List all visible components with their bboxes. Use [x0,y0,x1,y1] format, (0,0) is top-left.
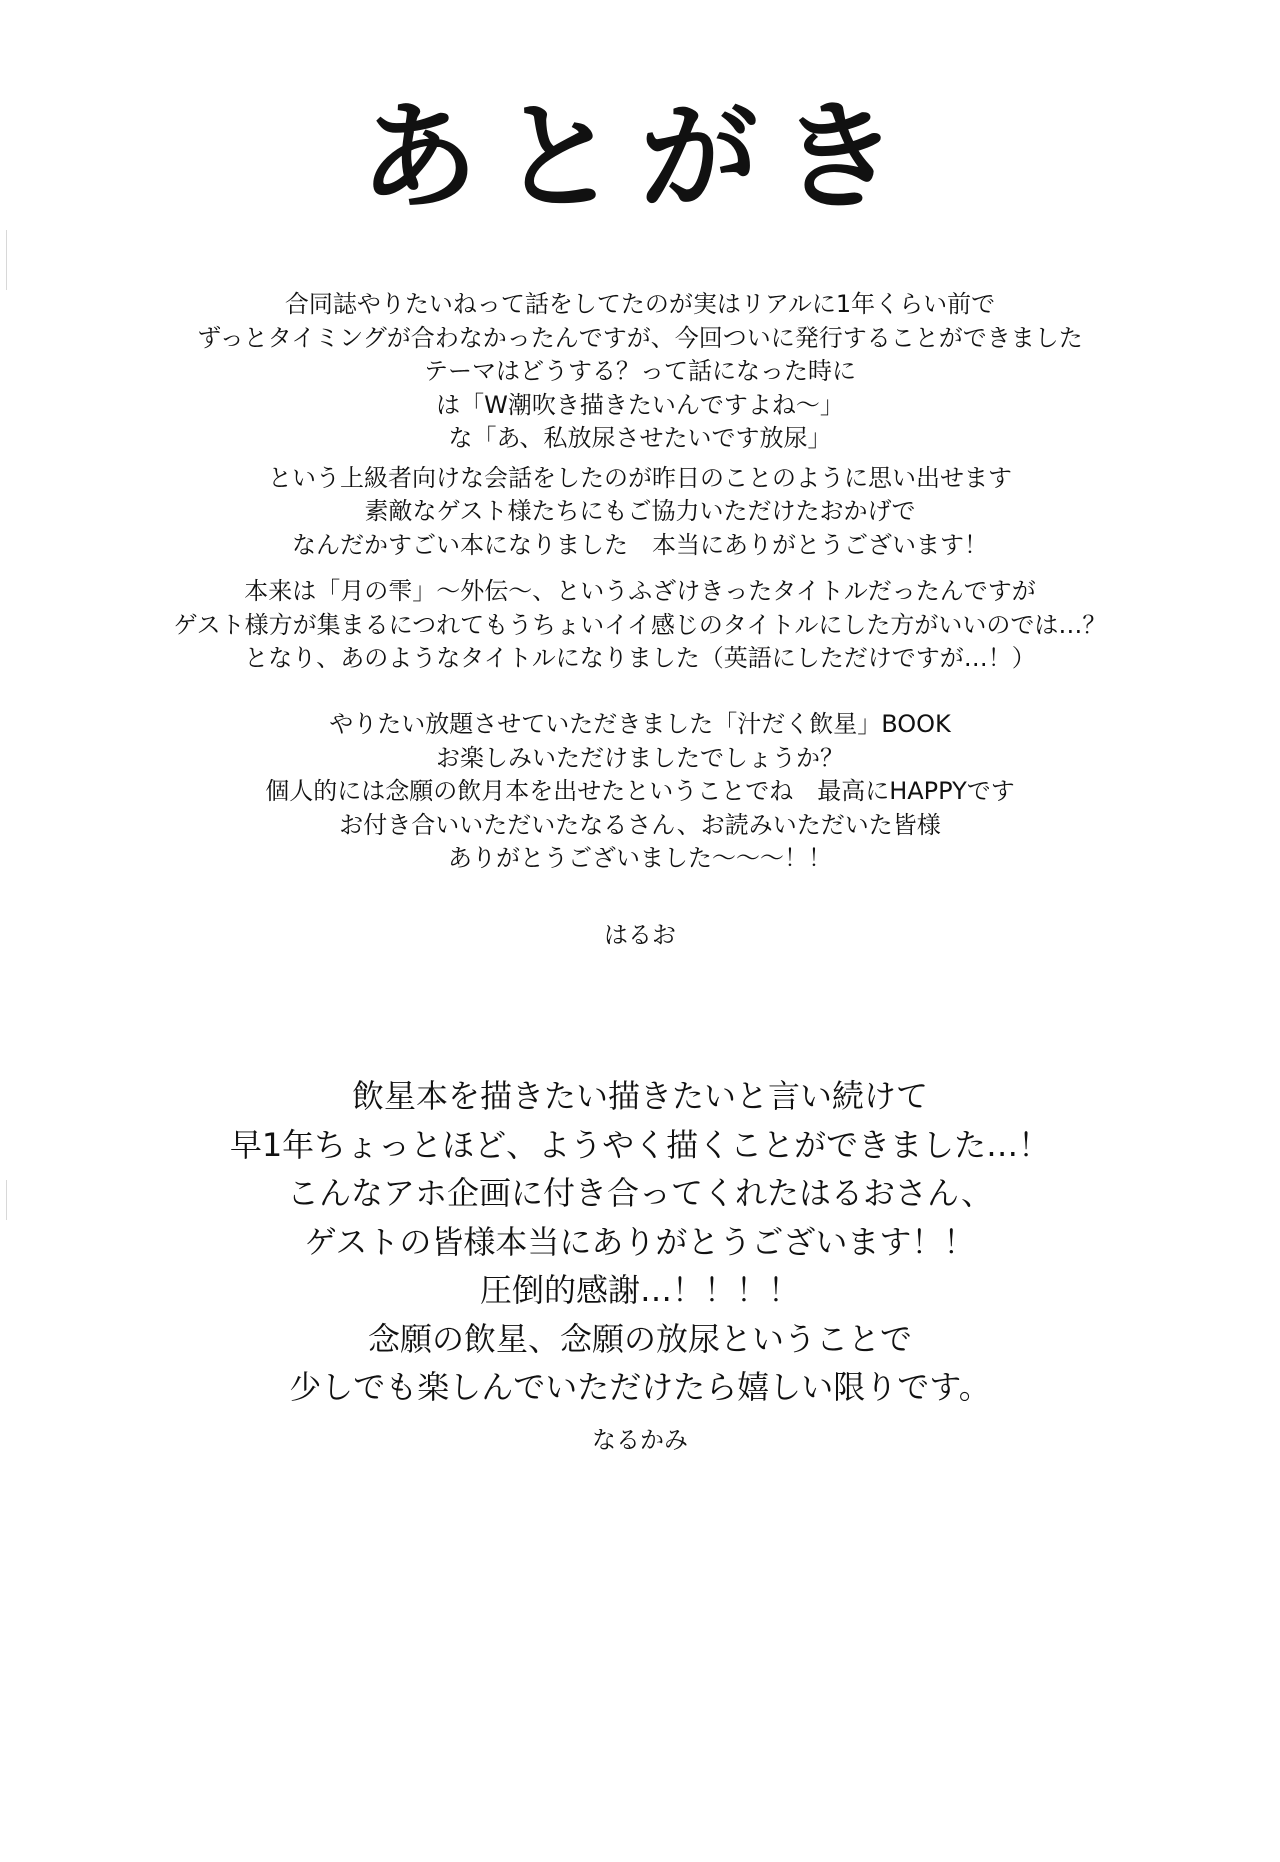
text-line: となり、あのようなタイトルになりました（英語にしただけですが…！） [244,644,1036,672]
text-line: ゲストの皆様本当にありがとうございます！！ [304,1222,976,1261]
text-line: テーマはどうする？って話になった時に [424,357,856,385]
afterword-section-harua [0,288,1280,562]
scan-edge-mark [6,1180,7,1220]
text-line: 念願の飲星、念願の放尿ということで [367,1319,912,1358]
afterword-section-title-story [0,575,1280,676]
text-line: な「あ、私放尿させたいです放尿」 [448,424,832,452]
text-line: お付き合いいただいたなるさん、お読みいただいた皆様 [339,810,941,839]
text-line: 素敵なゲスト様たちにもご協力いただけたおかげで [364,497,916,525]
text-line: 合同誌やりたいねって話をしてたのが実はリアルに1年くらい前で [284,290,996,318]
text-line: 早1年ちょっとほど、ようやく描くことができました…！ [229,1125,1051,1164]
page-title: あとがき [359,88,920,226]
author-signature: なるかみ [592,1426,688,1454]
text-line: 個人的には念願の飲月本を出せたということでね 最高にHAPPYです [265,777,1015,805]
text-line: お楽しみいただけましたでしょうか？ [436,743,844,772]
text-line: なんだかすごい本になりました 本当にありがとうございます！ [292,530,988,559]
scan-edge-mark [6,230,7,290]
text-line: こんなアホ企画に付き合ってくれたはるおさん、 [287,1174,993,1212]
text-line: ありがとうございました～～～！！ [448,844,832,872]
author-signature: はるお [604,921,676,949]
afterword-section-thanks [0,708,1280,876]
text-line: という上級者向けな会話をしたのが昨日のことのように思い出せます [268,463,1012,492]
text-line: は「W潮吹き描きたいんですよね～」 [436,390,844,419]
text-line: ずっとタイミングが合わなかったんですが、今回ついに発行することができました [197,323,1083,352]
text-line: やりたい放題させていただきました「汁だく飲星」BOOK [329,710,951,738]
text-line: 飲星本を描きたい描きたいと言い続けて [351,1077,928,1115]
afterword-section-narukami [0,1072,1280,1412]
text-line: ゲスト様方が集まるにつれてもうちょいイイ感じのタイトルにした方がいいのでは…？ [173,610,1107,639]
text-line: 少しでも楽しんでいただけたら嬉しい限りです。 [289,1368,991,1406]
text-line: 圧倒的感謝…！！！！ [479,1271,800,1309]
text-line: 本来は「月の雫」～外伝～、というふざけきったタイトルだったんですが [244,577,1036,605]
